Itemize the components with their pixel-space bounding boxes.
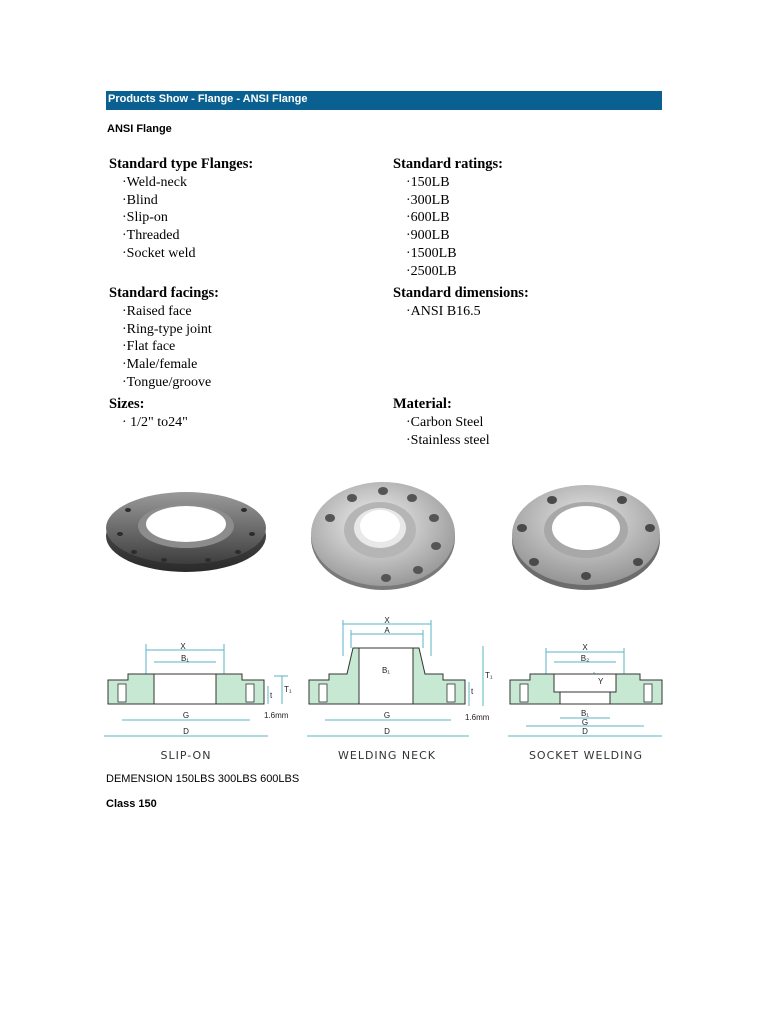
socket-welding-diagram (506, 616, 666, 766)
page-header-bar (106, 91, 662, 110)
slip-on-flange-photo (104, 482, 268, 582)
spec-item: ·Carbon Steel (406, 414, 484, 430)
spec-heading: Standard ratings: (393, 156, 503, 172)
dim-label-t1: T₁ (284, 685, 292, 694)
spec-item: ·300LB (406, 192, 450, 208)
spec-item: ·Stainless steel (406, 432, 490, 448)
dim-label-b1: B₁ (180, 654, 190, 663)
spec-item: ·900LB (406, 228, 450, 244)
spec-item: ·Ring-type joint (122, 321, 212, 337)
dim-label-t: t (471, 687, 474, 696)
dim-label-a: A (384, 626, 390, 635)
dim-label-b2: B₂ (580, 654, 590, 663)
dim-label-g: G (383, 711, 391, 720)
dim-label-x: X (384, 616, 390, 625)
dim-label-b1: B₁ (381, 666, 391, 675)
dim-label-y: Y (598, 677, 604, 686)
product-subtitle: ANSI Flange (107, 123, 172, 135)
spec-facings (109, 285, 219, 392)
spec-sizes (109, 396, 188, 432)
dim-label-b1: B₁ (580, 709, 590, 718)
class-heading: Class 150 (106, 798, 157, 810)
spec-item: ·600LB (406, 210, 450, 226)
page-header-title: Products Show - Flange - ANSI Flange (108, 93, 308, 105)
spec-item: ·Male/female (122, 357, 198, 373)
dim-label-t: t (270, 691, 273, 700)
spec-dimensions (393, 285, 529, 321)
spec-item: ·2500LB (406, 263, 457, 279)
spec-type-flanges (109, 156, 253, 263)
spec-ratings (393, 156, 503, 281)
dim-label-d: D (384, 727, 390, 736)
spec-item: · 1/2" to24" (122, 414, 188, 430)
spec-material (393, 396, 490, 449)
dimension-heading: DEMENSION 150LBS 300LBS 600LBS (106, 773, 300, 785)
dim-label-t1: T₁ (485, 671, 493, 680)
diagram-caption: WELDING NECK (338, 749, 436, 762)
spec-heading: Standard dimensions: (393, 285, 529, 301)
spec-item: ·150LB (406, 174, 450, 190)
dim-label-raise: 1.6mm (264, 711, 289, 720)
spec-item: ·Weld-neck (122, 174, 187, 190)
spec-item: ·ANSI B16.5 (406, 303, 481, 319)
spec-heading: Material: (393, 396, 452, 412)
dim-label-d: D (183, 727, 189, 736)
spec-heading: Sizes: (109, 396, 145, 412)
spec-item: ·Threaded (122, 228, 180, 244)
diagram-caption: SLIP-ON (160, 749, 212, 762)
diagram-caption: SOCKET WELDING (528, 749, 644, 762)
spec-heading: Standard facings: (109, 285, 219, 301)
dim-label-d: D (582, 727, 588, 736)
dim-label-raise: 1.6mm (465, 713, 490, 722)
spec-item: ·Socket weld (122, 245, 196, 261)
welding-neck-flange-photo (308, 478, 458, 592)
spec-item: ·Slip-on (122, 210, 168, 226)
spec-item: ·1500LB (406, 245, 457, 261)
spec-item: ·Blind (122, 192, 158, 208)
spec-item: ·Raised face (122, 303, 192, 319)
dim-label-x: X (180, 642, 186, 651)
dim-label-x: X (582, 643, 588, 652)
spec-item: ·Flat face (122, 339, 176, 355)
slip-on-diagram (104, 640, 294, 765)
dim-label-g: G (581, 718, 589, 727)
spec-item: ·Tongue/groove (122, 374, 212, 390)
welding-neck-diagram (305, 616, 495, 766)
dim-label-g: G (182, 711, 190, 720)
spec-heading: Standard type Flanges: (109, 156, 254, 172)
socket-weld-flange-photo (510, 480, 662, 592)
